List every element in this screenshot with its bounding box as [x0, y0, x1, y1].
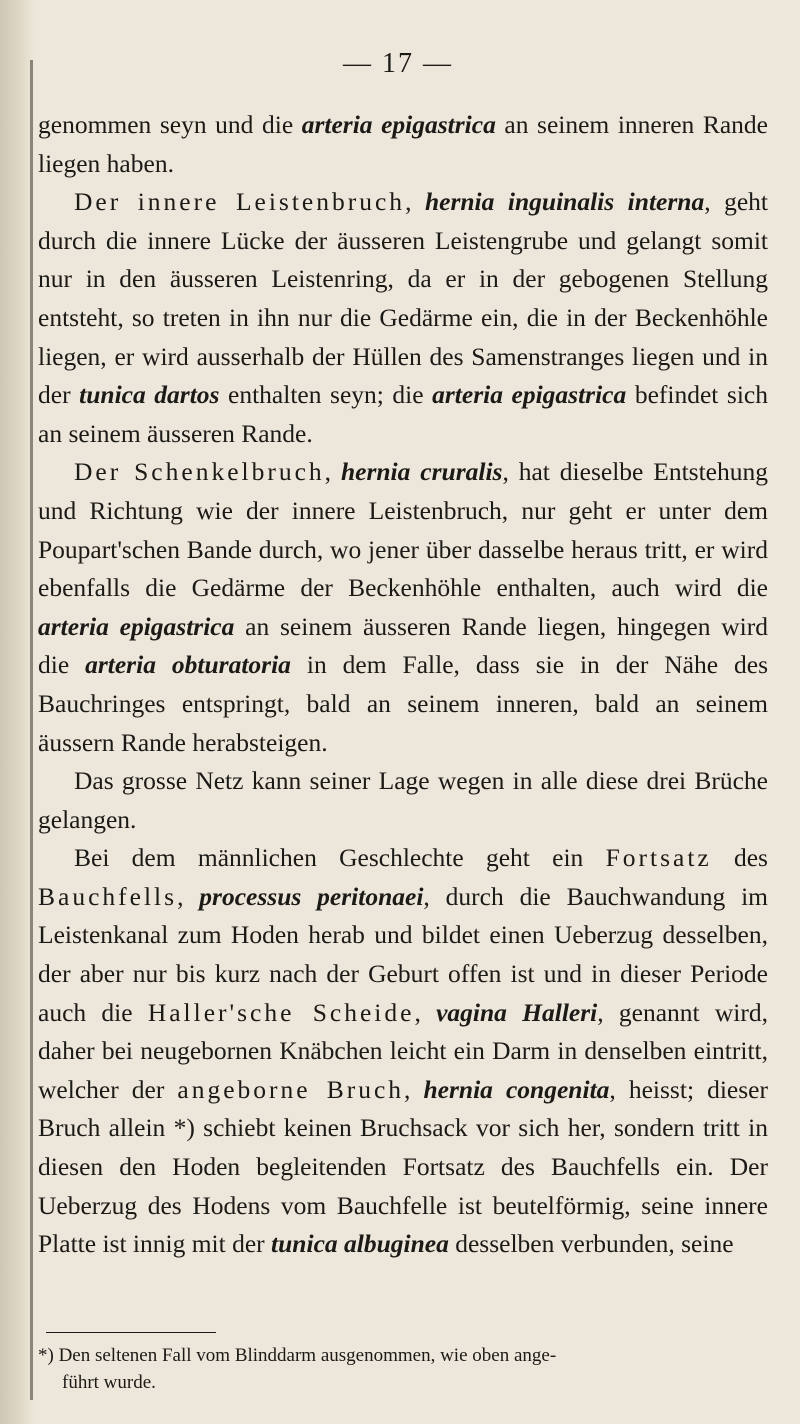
footnote: [38, 1342, 758, 1396]
text-run: , durch die Bauchwandung im Leistenkanal zum Hoden herab und bildet einen Ueberzug desselben, der aber nur bis kurz nach der Geburt offen ist und in dieser Periode auch die: [38, 881, 768, 1027]
paragraph: [38, 762, 768, 839]
emphasized-term: Fortsatz: [605, 843, 712, 873]
text-run: , geht durch die innere Lücke der äusseren Leistengrube und gelangt somit nur in den äusseren Leistenring, da er in der gebogenen Stellung entsteht, so treten in ihn nur die Gedärme ein, die in der Beckenhöhle liegen, er wird ausserhalb der Hüllen des Samenstranges liegen und in der: [38, 187, 768, 410]
text-run: genommen seyn und die: [38, 110, 302, 139]
latin-term: arteria epigastrica: [301, 110, 496, 139]
text-run: ,: [414, 997, 437, 1027]
text-run: Bei dem männlichen Geschlechte geht ein: [74, 843, 606, 873]
paragraph: [38, 183, 768, 453]
emphasized-term: Der Schenkelbruch: [74, 457, 325, 487]
book-page: [38, 0, 788, 1424]
latin-term: arteria epigastrica: [432, 380, 627, 410]
latin-term: tunica albuginea: [271, 1229, 449, 1259]
text-run: , genannt wird, daher bei neugebornen Knäbchen leicht ein Darm in denselben eintritt, welcher der: [38, 997, 769, 1104]
text-run: ,: [404, 1074, 424, 1104]
footnote-line-1: *) Den seltenen Fall vom Blinddarm ausgenommen, wie oben ange-: [38, 1345, 557, 1366]
binding-gutter: [0, 0, 34, 1424]
text-run: in dem Falle, dass sie in der Nähe des Bauchringes entspringt, bald an seinem inneren, bald an seinem äussern Rande herabsteigen.: [38, 650, 769, 757]
paragraph: [38, 453, 768, 762]
paragraph: [38, 106, 768, 183]
latin-term: hernia congenita: [423, 1074, 610, 1104]
text-run: ,: [324, 457, 341, 487]
emphasized-term: Haller'sche Scheide: [147, 997, 415, 1027]
latin-term: tunica dartos: [79, 380, 220, 410]
text-run: desselben verbunden, seine: [448, 1229, 734, 1259]
text-run: , heisst; dieser Bruch allein *) schiebt keinen Bruchsack vor sich her, sondern tritt in diesen den Hoden begleitenden Fortsatz des Bauchfells ein. Der Ueberzug des Hodens vom Bauchfelle ist beutelförmig, seine innere Platte ist innig mit der: [38, 1074, 768, 1259]
text-run: ,: [405, 187, 425, 217]
text-run: des: [711, 843, 768, 873]
binding-edge-line: [30, 60, 33, 1400]
latin-term: processus peritonaei: [199, 881, 424, 911]
latin-term: arteria epigastrica: [38, 611, 235, 641]
text-run: enthalten seyn; die: [219, 380, 433, 410]
emphasized-term: angeborne Bruch: [177, 1074, 405, 1104]
emphasized-term: Bauchfells: [38, 881, 178, 911]
emphasized-term: Der innere Leistenbruch: [74, 187, 406, 217]
text-run: ,: [177, 881, 200, 911]
latin-term: arteria obturatoria: [85, 650, 291, 680]
text-run: befindet sich an seinem äusseren Rande.: [38, 380, 768, 448]
footnote-divider: [46, 1332, 216, 1333]
footnote-line-2: führt wurde.: [62, 1372, 156, 1393]
paragraph: [38, 839, 768, 1264]
text-run: , hat dieselbe Entstehung und Richtung wie der innere Leistenbruch, nur geht er unter dem Poupart'schen Bande durch, wo jener über dasselbe heraus tritt, er wird ebenfalls die Gedärme der Beckenhöhle enthalten, auch wird die: [38, 457, 768, 603]
latin-term: hernia cruralis: [340, 457, 503, 487]
text-run: an seinem äusseren Rande liegen, hingegen wird die: [38, 611, 768, 680]
page-body: [38, 106, 768, 1264]
page-number: — 17 —: [343, 48, 453, 79]
latin-term: vagina Halleri: [436, 997, 598, 1027]
latin-term: hernia inguinalis interna: [424, 187, 705, 217]
text-run: an seinem inneren Rande liegen haben.: [38, 110, 768, 178]
text-run: Das grosse Netz kann seiner Lage wegen in alle diese drei Brüche gelangen.: [38, 766, 768, 834]
